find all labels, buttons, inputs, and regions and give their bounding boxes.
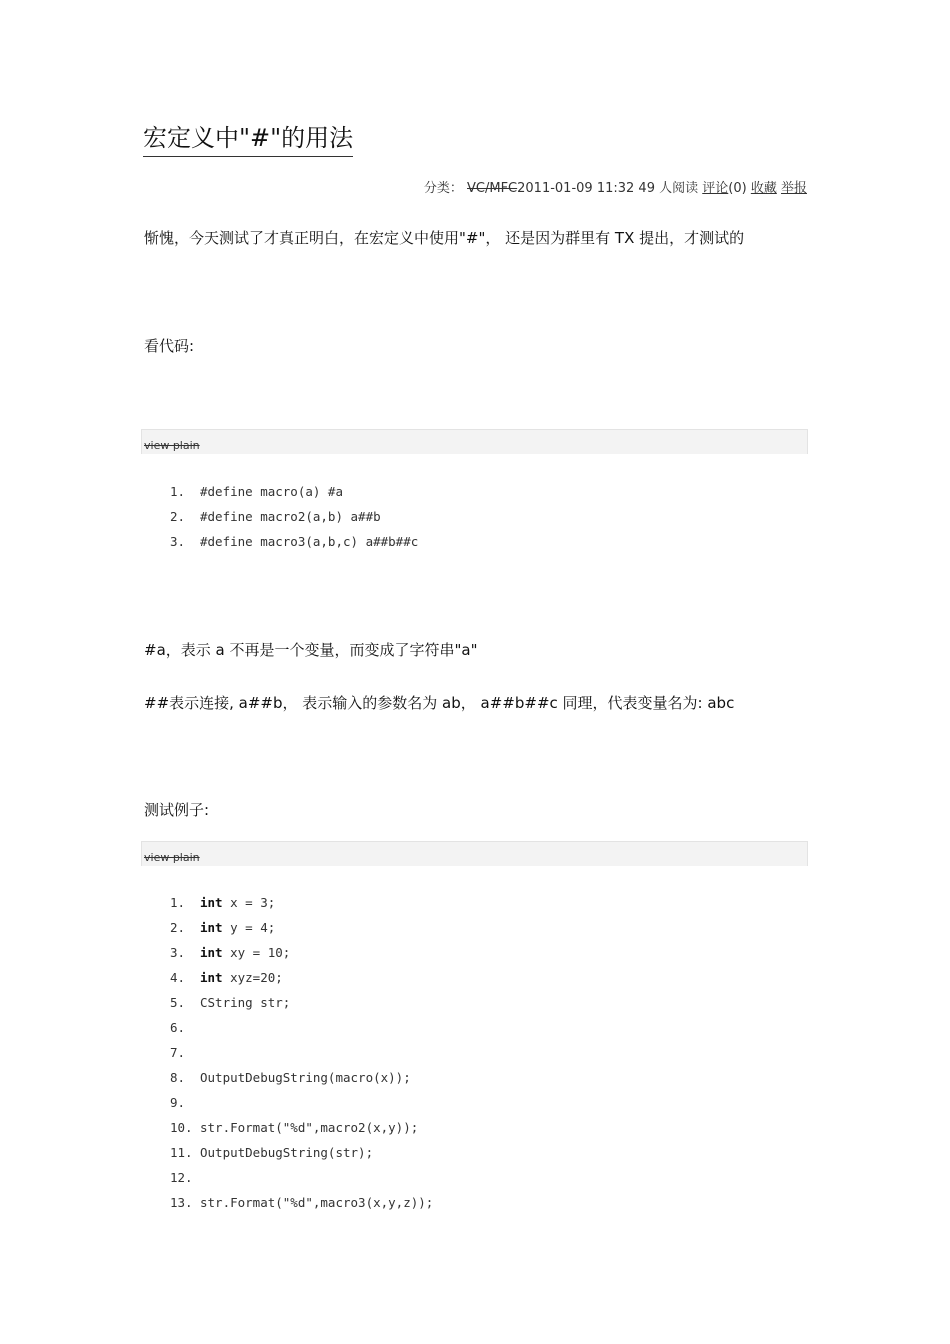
code-rest: CString str; [200,995,291,1010]
view-plain-link[interactable]: view plain [144,851,200,864]
code-text [200,1115,418,1140]
view-plain-link[interactable]: view plain [144,439,200,452]
code-line [170,915,433,940]
code-text [200,504,381,529]
code-rest: OutputDebugString(str); [200,1145,374,1160]
page-title: 宏定义中"#"的用法 [143,118,353,157]
favorite-link[interactable]: 收藏 [750,181,777,196]
code-rest: str.Format("%d",macro2(x,y)); [200,1120,419,1135]
intro-paragraph: 惭愧，今天测试了才真正明白，在宏定义中使用"#"， 还是因为群里有 TX 提出，才测试的 [144,229,745,247]
code-line [170,1190,433,1215]
explain-double-hash: ##表示连接, a##b， 表示输入的参数名为 ab， a##b##c 同理，代表变量名为: abc [144,694,735,712]
code-rest: xyz=20; [222,970,283,985]
line-number: 2. [170,509,186,524]
comment-link[interactable]: 评论 [702,181,729,196]
code-line [170,1140,433,1165]
code-line [170,1090,433,1115]
code-rest: y = 4; [222,920,276,935]
code-line [170,1115,433,1140]
code-text [200,890,275,915]
code-text [200,1140,373,1165]
keyword: int [200,945,223,960]
category-label: 分类： [423,181,463,196]
code-rest: xy = 10; [222,945,291,960]
code-line [170,990,433,1015]
code-block-1 [170,479,418,554]
line-number: 8. [170,1070,186,1085]
code-rest: #define macro(a) #a [200,484,343,499]
line-number: 7. [170,1045,186,1060]
code-text [200,479,343,504]
code-rest: #define macro2(a,b) a##b [200,509,381,524]
keyword: int [200,895,223,910]
code-line [170,965,433,990]
code-text [200,1065,411,1090]
line-number: 9. [170,1095,186,1110]
read-count: 49 人阅读 [634,181,703,196]
code-text [200,940,290,965]
report-link[interactable]: 举报 [780,181,807,196]
line-number: 1. [170,484,186,499]
category-link[interactable]: VC/MFC [467,181,518,196]
code-line [170,890,433,915]
code-block-2 [170,890,433,1215]
line-number: 1. [170,895,186,910]
test-example-heading: 测试例子: [144,801,210,819]
line-number: 3. [170,945,186,960]
keyword: int [200,970,223,985]
code-toolbar-2 [141,841,808,866]
code-line [170,1040,433,1065]
code-rest: x = 3; [222,895,276,910]
line-number: 12. [170,1170,193,1185]
code-line [170,1065,433,1090]
line-number: 3. [170,534,186,549]
look-code-heading: 看代码: [144,337,195,355]
code-toolbar-1 [141,429,808,454]
line-number: 6. [170,1020,186,1035]
code-rest: #define macro3(a,b,c) a##b##c [200,534,419,549]
code-text [200,990,290,1015]
line-number: 13. [170,1195,193,1210]
code-text [200,965,283,990]
keyword: int [200,920,223,935]
code-rest: OutputDebugString(macro(x)); [200,1070,411,1085]
code-rest: str.Format("%d",macro3(x,y,z)); [200,1195,434,1210]
post-datetime: 2011-01-09 11:32 [517,181,635,196]
code-line [170,529,418,554]
comment-count: (0) [728,181,747,196]
code-line [170,479,418,504]
line-number: 5. [170,995,186,1010]
code-line [170,940,433,965]
line-number: 10. [170,1120,193,1135]
code-line [170,1165,433,1190]
line-number: 11. [170,1145,193,1160]
code-text [200,529,418,554]
code-text [200,915,275,940]
explain-hash: #a，表示 a 不再是一个变量，而变成了字符串"a" [144,641,478,659]
post-meta [424,177,807,196]
line-number: 2. [170,920,186,935]
code-text [200,1190,433,1215]
code-line [170,1015,433,1040]
line-number: 4. [170,970,186,985]
code-line [170,504,418,529]
